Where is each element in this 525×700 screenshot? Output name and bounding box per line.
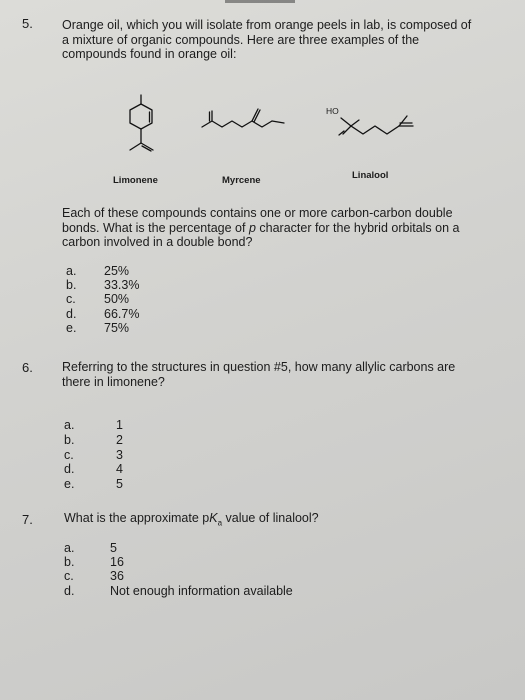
q6-option-e[interactable]: e. 5 — [64, 477, 123, 492]
question-7-number: 7. — [22, 512, 33, 527]
q5-option-b[interactable]: b. 33.3% — [66, 278, 140, 293]
q6-option-b[interactable]: b. 2 — [64, 432, 123, 447]
q6-option-d[interactable]: d. 4 — [64, 462, 123, 477]
question-6-text — [62, 360, 455, 389]
q5-option-c[interactable]: c. 50% — [66, 292, 130, 307]
q5-option-d[interactable]: d. 66.7% — [66, 306, 140, 321]
question-7-pre: What is the approximate p — [64, 511, 210, 525]
question-5-line-2b: character for the hybrid orbitals on a — [259, 220, 460, 235]
question-7-text — [64, 511, 319, 531]
q5-option-e[interactable]: e. 75% — [66, 320, 130, 335]
intro-line-1: Orange oil, which you will isolate from orange peels in lab, is composed of — [62, 18, 472, 32]
q7-option-a[interactable]: a. 5 — [64, 541, 117, 555]
question-6-number: 6. — [22, 360, 33, 375]
linalool-structure — [335, 110, 430, 140]
q7-option-c[interactable]: c. 36 — [64, 569, 124, 584]
intro-line-2: a mixture of organic compounds. Here are three examples of the — [62, 32, 420, 47]
q7-option-d[interactable]: d. Not enough information available — [64, 583, 293, 598]
question-6-line-1: Referring to the structures in question #5, how many allylic carbons are — [62, 360, 456, 374]
q6-option-c[interactable]: c. 3 — [64, 447, 123, 462]
question-5-intro — [62, 18, 471, 62]
question-6-options — [64, 418, 123, 492]
question-7-post: value of linalool? — [222, 511, 319, 525]
q5-option-a[interactable]: a. 25% — [66, 264, 130, 278]
question-5-line-2a: bonds. What is the percentage of — [62, 220, 246, 235]
myrcene-label: Myrcene — [222, 175, 261, 186]
question-5-number: 5. — [22, 16, 33, 31]
question-5-line-1: Each of these compounds contains one or more carbon-carbon double — [62, 206, 453, 220]
question-5-text — [62, 206, 459, 250]
q7-option-b[interactable]: b. 16 — [64, 555, 124, 570]
a-subscript: a — [217, 518, 223, 528]
k-italic: K — [209, 511, 218, 525]
p-italic: p — [248, 220, 256, 235]
limonene-structure — [125, 95, 165, 165]
question-5-line-3: carbon involved in a double bond? — [62, 235, 253, 249]
q6-option-a[interactable]: a. 1 — [64, 418, 123, 432]
question-6-line-2: there in limonene? — [62, 374, 165, 389]
limonene-label: Limonene — [113, 175, 158, 186]
question-7-options — [64, 541, 293, 598]
linalool-label: Linalool — [352, 170, 389, 181]
intro-line-3: compounds found in orange oil: — [62, 47, 237, 61]
top-edge-mark — [225, 0, 295, 3]
linalool-ho-label: HO — [326, 106, 339, 116]
question-5-options — [66, 264, 139, 335]
myrcene-structure — [200, 105, 290, 135]
